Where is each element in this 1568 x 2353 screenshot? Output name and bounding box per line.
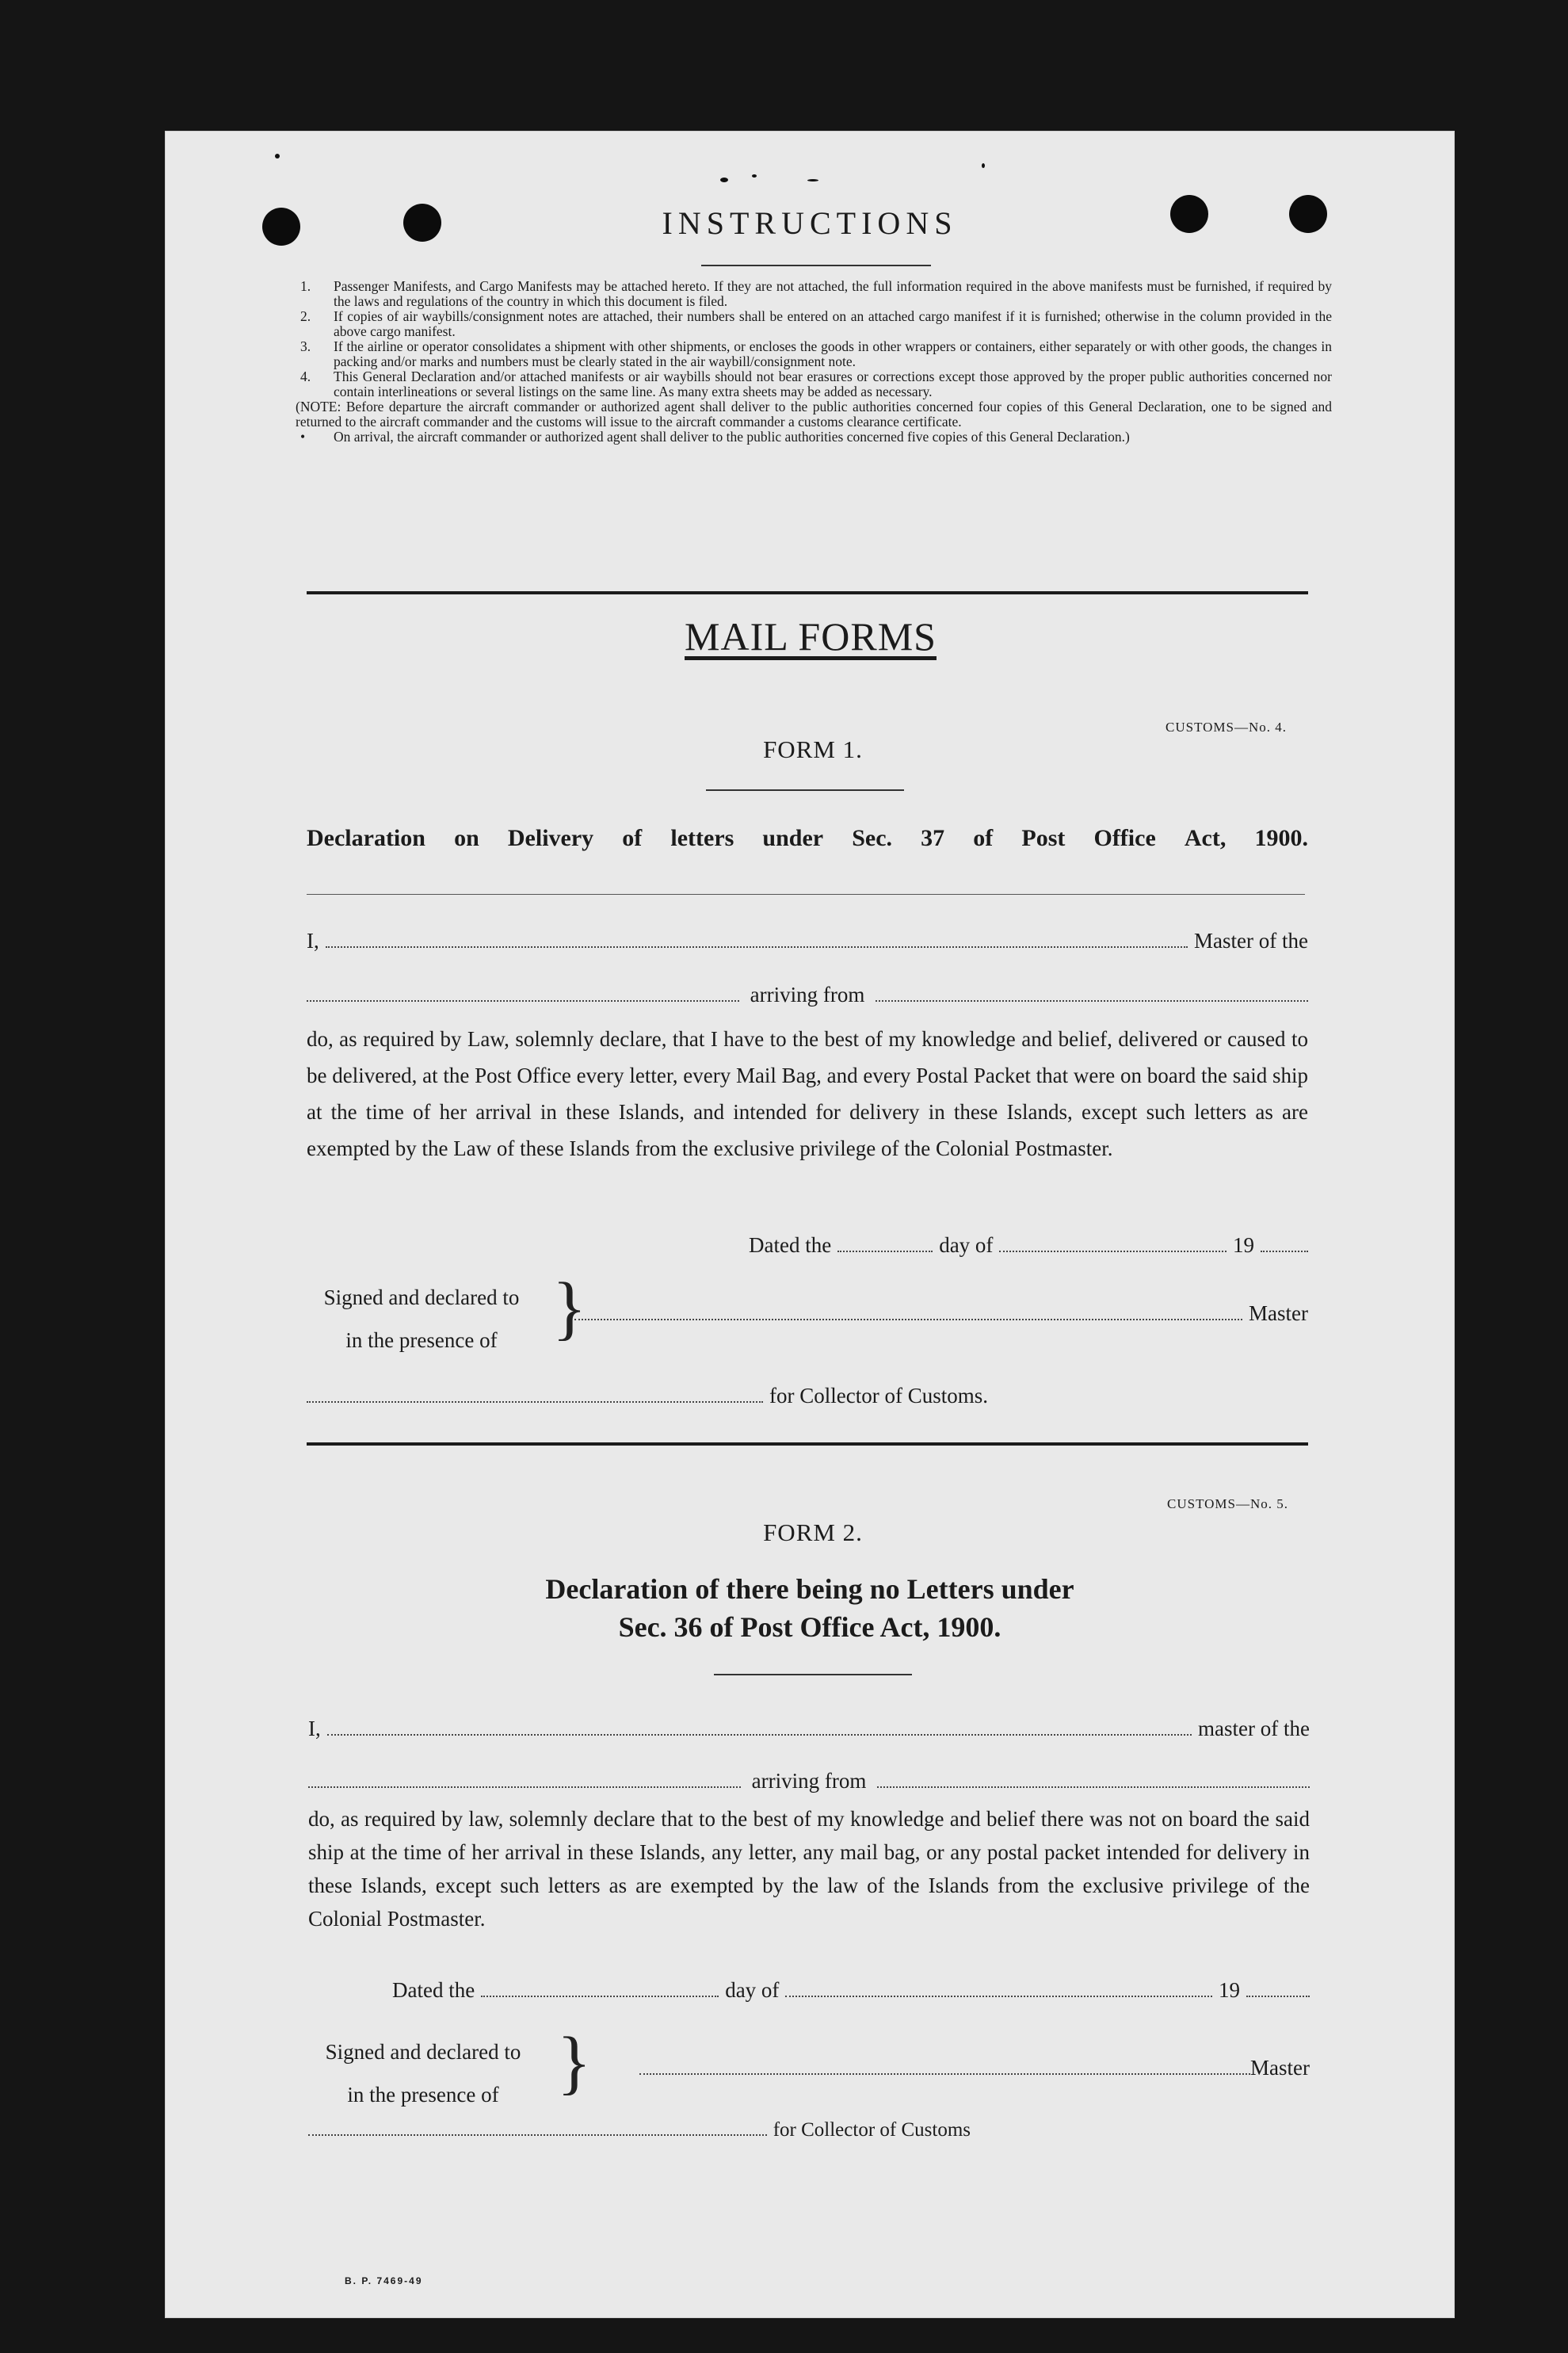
form2-origin-field[interactable]: [877, 1786, 1310, 1788]
instructions-list: [296, 278, 1332, 445]
speck-mark: [275, 154, 280, 159]
form1-year-label: 19: [1233, 1233, 1254, 1257]
form1-year-field[interactable]: [1261, 1251, 1308, 1252]
instruction-text: Passenger Manifests, and Cargo Manifests may be attached hereto. If they are not attached, the full information required in the above manifests must be furnished, if required by the laws and regulations of the country in which this document is filed.: [334, 278, 1332, 309]
form1-title-rule: [706, 789, 904, 791]
form2-collector-label: for Collector of Customs: [773, 2119, 971, 2141]
form1-collector-field[interactable]: [307, 1401, 763, 1403]
instruction-note-text: (NOTE: Before departure the aircraft commander or authorized agent shall deliver to the public authorities concerned four copies of this General Declaration, one to be signed and returned to the aircraft commander and the customs will issue to the aircraft commander a customs clearance certificate.: [296, 399, 1332, 430]
instructions-title: INSTRUCTIONS: [662, 205, 958, 241]
declaration-word: letters: [670, 825, 734, 851]
declaration-word: of: [622, 825, 643, 851]
form1-day-of-label: day of: [939, 1233, 994, 1257]
mail-forms-title: MAIL FORMS: [685, 614, 937, 659]
form2-body-text: do, as required by law, solemnly declare that to the best of my knowledge and belief there was not on board the said ship at the time of her arrival in these Islands, any letter, any mail bag, or any postal packet intended for delivery in these Islands, except such letters as are exempted by the law of the Islands from the exclusive privilege of the Colonial Postmaster.: [308, 1807, 1310, 1931]
form2-signed-line1: Signed and declared to: [325, 2040, 521, 2064]
declaration-word: Act,: [1184, 825, 1227, 851]
form1-i-label: I,: [307, 929, 319, 953]
form2-day-of-label: day of: [725, 1978, 780, 2002]
form2-brace-icon: }: [557, 2023, 592, 2102]
form2-name-field[interactable]: [327, 1734, 1192, 1736]
form1-name-field[interactable]: [326, 946, 1188, 948]
declaration-word: Delivery: [507, 825, 594, 851]
form2-collector-line: [308, 2119, 971, 2141]
declaration-word: Declaration: [307, 825, 425, 851]
form1-master-label: Master: [1249, 1301, 1308, 1325]
instruction-note: [300, 430, 1332, 445]
instruction-text: If the airline or operator consolidates a shipment with other shipments, or encloses the goods in other wrappers or containers, either separately or with other goods, the changes in packing and/or marks and numbers must be clearly stated in the air waybill/consignment note.: [334, 338, 1332, 369]
form1-collector-line: [307, 1384, 988, 1408]
form2-title-rule: [714, 1674, 912, 1675]
form-divider: [307, 1442, 1308, 1446]
declaration-word: under: [762, 825, 824, 851]
instruction-item: [300, 309, 1332, 339]
form2-year-field[interactable]: [1246, 1996, 1310, 1997]
form1-brace-icon: }: [552, 1269, 587, 1347]
form2-declaration-line2: Sec. 36 of Post Office Act, 1900.: [618, 1611, 1001, 1643]
form1-signed-line2: in the presence of: [345, 1328, 498, 1352]
speck-mark: [982, 163, 985, 168]
form2-date-field[interactable]: [481, 1996, 719, 1997]
declaration-word: 37: [921, 825, 945, 851]
form1-dated-label: Dated the: [749, 1233, 832, 1257]
form1-label: FORM 1.: [763, 735, 863, 763]
instruction-item: [300, 339, 1332, 369]
instructions-rule: [701, 265, 931, 266]
form1-origin-field[interactable]: [876, 1000, 1308, 1002]
form1-declaration-title: [307, 825, 1308, 852]
form1-witness-field[interactable]: [574, 1319, 1242, 1320]
form2-label: FORM 2.: [763, 1518, 863, 1546]
instruction-text: If copies of air waybills/consignment notes are attached, their numbers shall be entered on an attached cargo manifest if it is furnished; otherwise in the column provided in the above cargo manifest.: [334, 308, 1332, 339]
speck-mark: [752, 174, 757, 178]
instruction-number: 1.: [300, 278, 311, 294]
form1-arriving-label: arriving from: [750, 983, 865, 1007]
section-divider: [307, 591, 1308, 594]
instruction-number: 4.: [300, 369, 311, 384]
form1-month-field[interactable]: [999, 1251, 1227, 1252]
declaration-word: Sec.: [852, 825, 893, 851]
form1-declaration-rule: [307, 894, 1305, 895]
form2-master-label: Master: [1250, 2056, 1310, 2080]
instruction-number: 2.: [300, 308, 311, 324]
form1-body-text: do, as required by Law, solemnly declare, that I have to the best of my knowledge and belief, delivered or caused to be delivered, at the Post Office every letter, every Mail Bag, and every Postal Packet that were on board the said ship at the time of her arrival in these Islands, and intended for delivery in these Islands, except such letters as are exempted by the Law of these Islands from the exclusive privilege of the Colonial Postmaster.: [307, 1027, 1309, 1160]
form1-customs-number: CUSTOMS—No. 4.: [1166, 720, 1288, 735]
form2-dated-line: [392, 1978, 1310, 2003]
form1-name-line: [307, 929, 1308, 953]
declaration-word: Office: [1093, 825, 1156, 851]
printer-code: B. P. 7469-49: [345, 2275, 423, 2286]
instruction-text: This General Declaration and/or attached manifests or air waybills should not bear erasures or corrections except those approved by the proper public authorities concerned nor contain interlineations or several listings on the same line. As many extra sheets may be added as necessary.: [334, 369, 1332, 399]
form1-date-field[interactable]: [837, 1251, 933, 1252]
form2-witness-field[interactable]: [639, 2073, 1250, 2075]
speck-mark: [807, 179, 818, 181]
form2-month-field[interactable]: [785, 1996, 1212, 1997]
form1-signed-label: [307, 1276, 536, 1362]
declaration-word: on: [454, 825, 479, 851]
form1-dated-line: [749, 1233, 1308, 1258]
instruction-number: 3.: [300, 338, 311, 354]
form1-collector-label: for Collector of Customs.: [769, 1384, 988, 1408]
form2-arriving-label: arriving from: [751, 1769, 867, 1793]
form2-declaration-line1: Declaration of there being no Letters under: [545, 1573, 1074, 1605]
form2-dated-label: Dated the: [392, 1978, 475, 2002]
declaration-word: of: [973, 825, 994, 851]
form2-year-label: 19: [1219, 1978, 1240, 2002]
form1-ship-field[interactable]: [307, 1000, 739, 1002]
form1-witness-line: [574, 1301, 1308, 1326]
form2-signed-line2: in the presence of: [347, 2083, 499, 2107]
form2-witness-line: [639, 2056, 1310, 2080]
form2-signed-label: [308, 2030, 538, 2116]
instruction-note-text: On arrival, the aircraft commander or authorized agent shall deliver to the public authorities concerned five copies of this General Declaration.): [334, 429, 1130, 445]
form2-name-line: [308, 1717, 1310, 1741]
bullet-icon: •: [300, 429, 306, 445]
form2-master-of-label: master of the: [1198, 1717, 1310, 1740]
declaration-word: 1900.: [1254, 825, 1308, 851]
instruction-item: [300, 369, 1332, 399]
form1-signed-line1: Signed and declared to: [323, 1285, 520, 1309]
form1-master-of-label: Master of the: [1194, 929, 1308, 953]
instruction-item: [300, 279, 1332, 309]
form2-arriving-line: [308, 1769, 1310, 1793]
declaration-word: Post: [1021, 825, 1066, 851]
form2-declaration-title: [166, 1570, 1454, 1646]
form2-collector-field[interactable]: [308, 2134, 767, 2136]
instruction-note: [296, 399, 1332, 430]
form2-ship-field[interactable]: [308, 1786, 741, 1788]
speck-mark: [720, 178, 728, 182]
form1-arriving-line: [307, 983, 1308, 1007]
form2-i-label: I,: [308, 1717, 321, 1740]
form2-customs-number: CUSTOMS—No. 5.: [1167, 1496, 1289, 1511]
document-page: [165, 131, 1455, 2318]
